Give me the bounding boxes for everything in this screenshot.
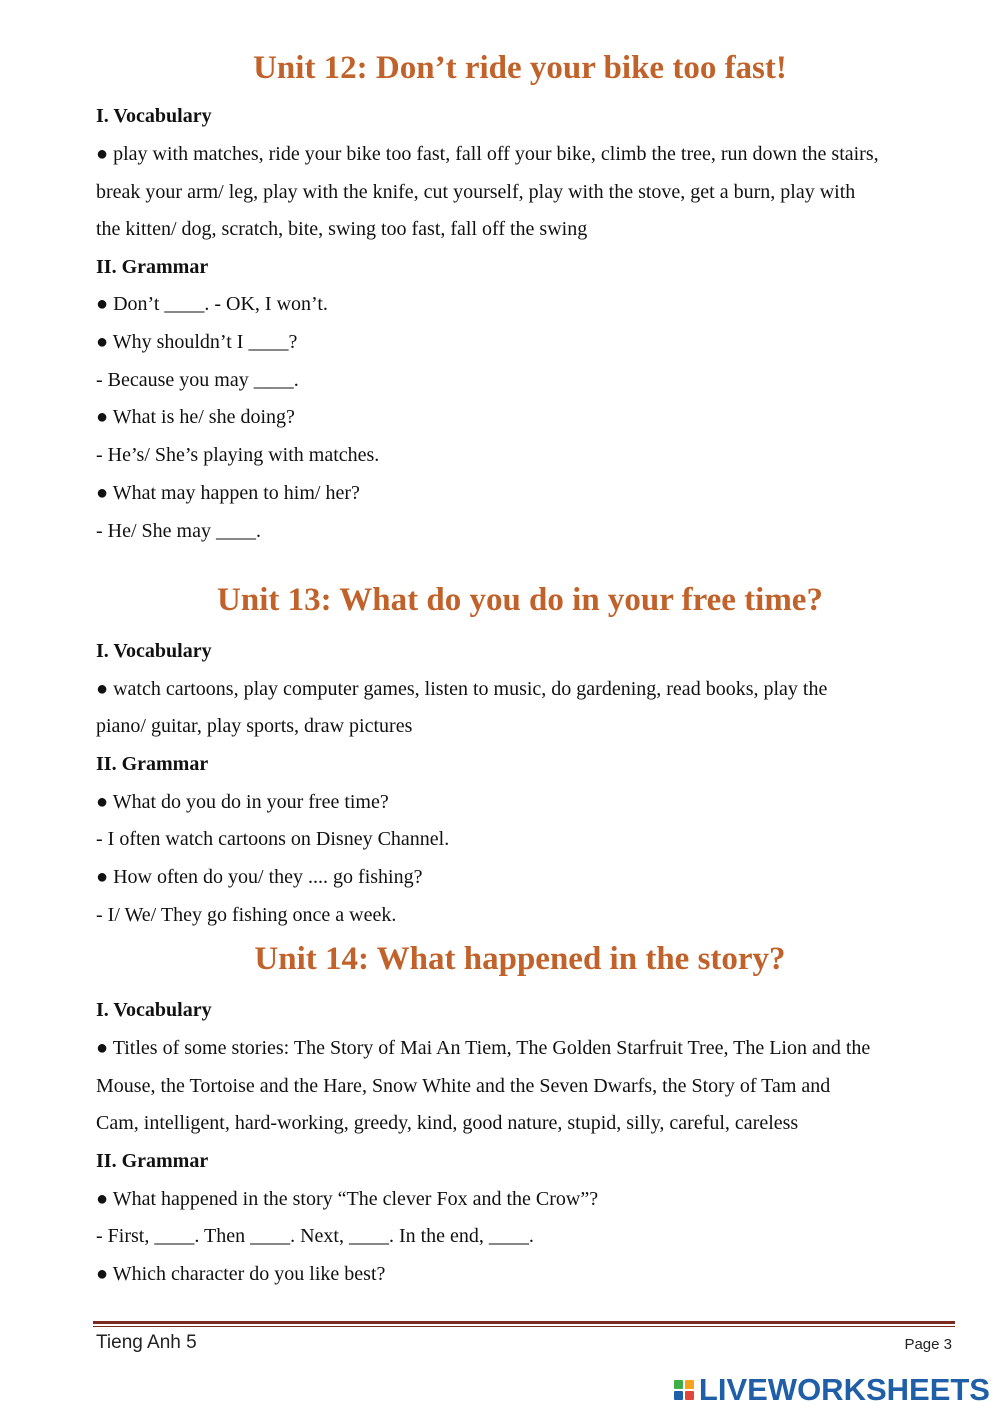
- unit-13-grammar-line: ● What do you do in your free time?: [96, 791, 389, 813]
- unit-14-grammar-heading: II. Grammar: [96, 1150, 209, 1172]
- unit-13-grammar-line: ● How often do you/ they .... go fishing?: [96, 866, 423, 888]
- liveworksheets-logo-icon: [674, 1380, 694, 1400]
- unit-14-grammar-line: ● Which character do you like best?: [96, 1263, 386, 1285]
- unit-14-grammar-line: - First, ____. Then ____. Next, ____. In the end, ____.: [96, 1225, 534, 1247]
- footer-book-title: Tieng Anh 5: [96, 1332, 197, 1353]
- unit-12-vocabulary-heading: I. Vocabulary: [96, 105, 212, 127]
- unit-12-grammar-line: ● Why shouldn’t I ____?: [96, 331, 298, 353]
- unit-12-grammar-heading: II. Grammar: [96, 256, 209, 278]
- unit-12-grammar-line: - Because you may ____.: [96, 369, 299, 391]
- unit-12-title: Unit 12: Don’t ride your bike too fast!: [253, 50, 787, 86]
- unit-12-grammar-line: ● What may happen to him/ her?: [96, 482, 360, 504]
- unit-14-title: Unit 14: What happened in the story?: [254, 941, 786, 977]
- unit-12-vocab-line: ● play with matches, ride your bike too fast, fall off your bike, climb the tree, run down the stairs,: [96, 143, 879, 165]
- unit-13-vocab-line: piano/ guitar, play sports, draw pictures: [96, 715, 413, 737]
- unit-12-grammar-line: ● Don’t ____. - OK, I won’t.: [96, 293, 328, 315]
- unit-14-vocab-line: Cam, intelligent, hard-working, greedy, kind, good nature, stupid, silly, careful, careless: [96, 1112, 799, 1134]
- unit-13-vocabulary-heading: I. Vocabulary: [96, 640, 212, 662]
- footer-divider: [93, 1321, 955, 1324]
- unit-14-grammar-line: ● What happened in the story “The clever Fox and the Crow”?: [96, 1188, 599, 1210]
- unit-14-vocabulary-heading: I. Vocabulary: [96, 999, 212, 1021]
- unit-12-grammar-line: - He/ She may ____.: [96, 520, 261, 542]
- unit-13-title: Unit 13: What do you do in your free time?: [217, 582, 823, 618]
- unit-14-vocab-line: ● Titles of some stories: The Story of Mai An Tiem, The Golden Starfruit Tree, The Lion and the: [96, 1037, 871, 1059]
- unit-12-vocab-line: the kitten/ dog, scratch, bite, swing too fast, fall off the swing: [96, 218, 588, 240]
- unit-12-grammar-line: ● What is he/ she doing?: [96, 406, 295, 428]
- unit-13-grammar-line: - I often watch cartoons on Disney Channel.: [96, 828, 450, 850]
- footer-divider-thin: [93, 1326, 955, 1327]
- unit-13-vocab-line: ● watch cartoons, play computer games, listen to music, do gardening, read books, play the: [96, 678, 828, 700]
- unit-13-grammar-line: - I/ We/ They go fishing once a week.: [96, 904, 397, 926]
- liveworksheets-brand[interactable]: [674, 1372, 990, 1408]
- unit-12-vocab-line: break your arm/ leg, play with the knife, cut yourself, play with the stove, get a burn, play with: [96, 181, 856, 203]
- unit-12-grammar-line: - He’s/ She’s playing with matches.: [96, 444, 380, 466]
- page-number: Page 3: [904, 1336, 952, 1353]
- unit-14-vocab-line: Mouse, the Tortoise and the Hare, Snow White and the Seven Dwarfs, the Story of Tam and: [96, 1075, 831, 1097]
- liveworksheets-logo-text: LIVEWORKSHEETS: [698, 1372, 990, 1407]
- unit-13-grammar-heading: II. Grammar: [96, 753, 209, 775]
